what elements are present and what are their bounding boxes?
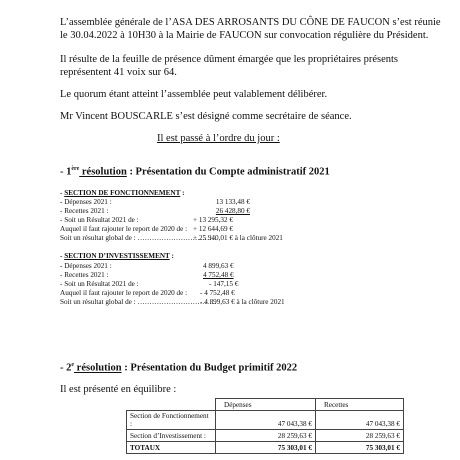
fonct-value-depenses: 13 133,48 € (215, 198, 250, 206)
invest-label-resultat: - Soit un Résultat 2021 de : (60, 280, 139, 288)
resolution-2-prefix: - 2 (60, 362, 72, 374)
resolution-1-label: résolution (79, 166, 127, 178)
fonct-value-resultat: + 13 295,32 € (193, 216, 233, 224)
investissement-heading-suffix: : (169, 252, 174, 260)
fonct-label-report: Auquel il faut rajouter le report de 2020 de : (60, 225, 188, 233)
row-label-totaux: TOTAUX (127, 442, 216, 454)
fonct-value-recettes: 26 428,80 € (215, 207, 250, 215)
row-label-fonctionnement: Section de Fonctionnement : (127, 411, 216, 430)
header-recettes: Recettes (316, 399, 404, 411)
invest-label-recettes: - Recettes 2021 : (60, 271, 109, 279)
table-row-total (127, 442, 404, 454)
row-label-investissement: Section d’Investissement : (127, 430, 216, 442)
invest-value-recettes: 4 752,48 € (203, 271, 234, 279)
fonctionnement-heading-suffix: : (180, 189, 185, 197)
header-depenses: Dépenses (216, 399, 316, 411)
cell-recettes-fonctionnement: 47 043,38 € (316, 411, 404, 430)
resolution-1-title (60, 166, 330, 178)
fonct-label-resultat: - Soit un Résultat 2021 de : (60, 216, 139, 224)
resolution-2-sup: e (71, 362, 75, 368)
fonctionnement-heading-text: SECTION DE FONCTIONNEMENT (64, 189, 181, 197)
table-corner (127, 399, 216, 411)
secretary-text: Mr Vincent BOUSCARLE s’est désigné comme secrétaire de séance. (60, 111, 352, 122)
fonctionnement-heading (60, 189, 185, 198)
invest-label-depenses: - Dépenses 2021 : (60, 262, 112, 270)
agenda-heading: Il est passé à l’ordre du jour : (157, 133, 280, 144)
investissement-heading (60, 252, 174, 261)
cell-depenses-total: 75 303,01 € (216, 442, 316, 454)
resolution-2-title (60, 362, 297, 374)
quorum-text: Le quorum étant atteint l’assemblée peut valablement délibérer. (60, 89, 328, 100)
fonct-value-report: + 12 644,69 € (193, 225, 233, 233)
cell-recettes-investissement: 28 259,63 € (316, 430, 404, 442)
equilibre-text: Il est présenté en équilibre : (60, 384, 177, 395)
invest-value-report: - 4 752,48 € (200, 289, 235, 297)
invest-label-global: Soit un résultat global de : …………………………… (60, 298, 217, 306)
resolution-1-text: : Présentation du Compte administratif 2021 (126, 166, 330, 178)
resolution-1-sup: ère (71, 166, 80, 172)
budget-table (126, 398, 404, 454)
invest-value-resultat: - 147,15 € (209, 280, 239, 288)
fonct-label-global: Soit un résultat global de : …………………………… (60, 234, 217, 242)
cell-recettes-total: 75 303,01 € (316, 442, 404, 454)
fonct-label-recettes: - Recettes 2021 : (60, 207, 109, 215)
investissement-heading-text: SECTION D’INVESTISSEMENT (64, 252, 170, 260)
resolution-1-prefix: - 1 (60, 166, 72, 178)
table-header-row (127, 399, 404, 411)
fonctionnement-bullet: - (60, 189, 65, 197)
table-row (127, 430, 404, 442)
resolution-2-label: résolution (74, 362, 122, 374)
fonct-value-global: + 25 940,01 € à la clôture 2021 (193, 234, 283, 242)
investissement-bullet: - (60, 252, 65, 260)
intro-line-3: Il résulte de la feuille de présence dûment émargée que les propriétaires présents (60, 54, 398, 65)
intro-line-2: le 30.04.2022 à 10H30 à la Mairie de FAUCON sur convocation régulière du Président. (60, 30, 429, 41)
invest-value-depenses: 4 899,63 € (203, 262, 234, 270)
invest-value-global: - 4 899,63 € à la clôture 2021 (200, 298, 285, 306)
cell-depenses-investissement: 28 259,63 € (216, 430, 316, 442)
resolution-2-text: : Présentation du Budget primitif 2022 (121, 362, 298, 374)
table-row (127, 411, 404, 430)
cell-depenses-fonctionnement: 47 043,38 € (216, 411, 316, 430)
fonct-label-depenses: - Dépenses 2021 : (60, 198, 112, 206)
intro-line-1: L’assemblée générale de l’ASA DES ARROSANTS DU CÔNE DE FAUCON s’est réunie (60, 17, 441, 28)
intro-line-4: représentent 41 voix sur 64. (60, 67, 177, 78)
invest-label-report: Auquel il faut rajouter le report de 2020 de : (60, 289, 188, 297)
